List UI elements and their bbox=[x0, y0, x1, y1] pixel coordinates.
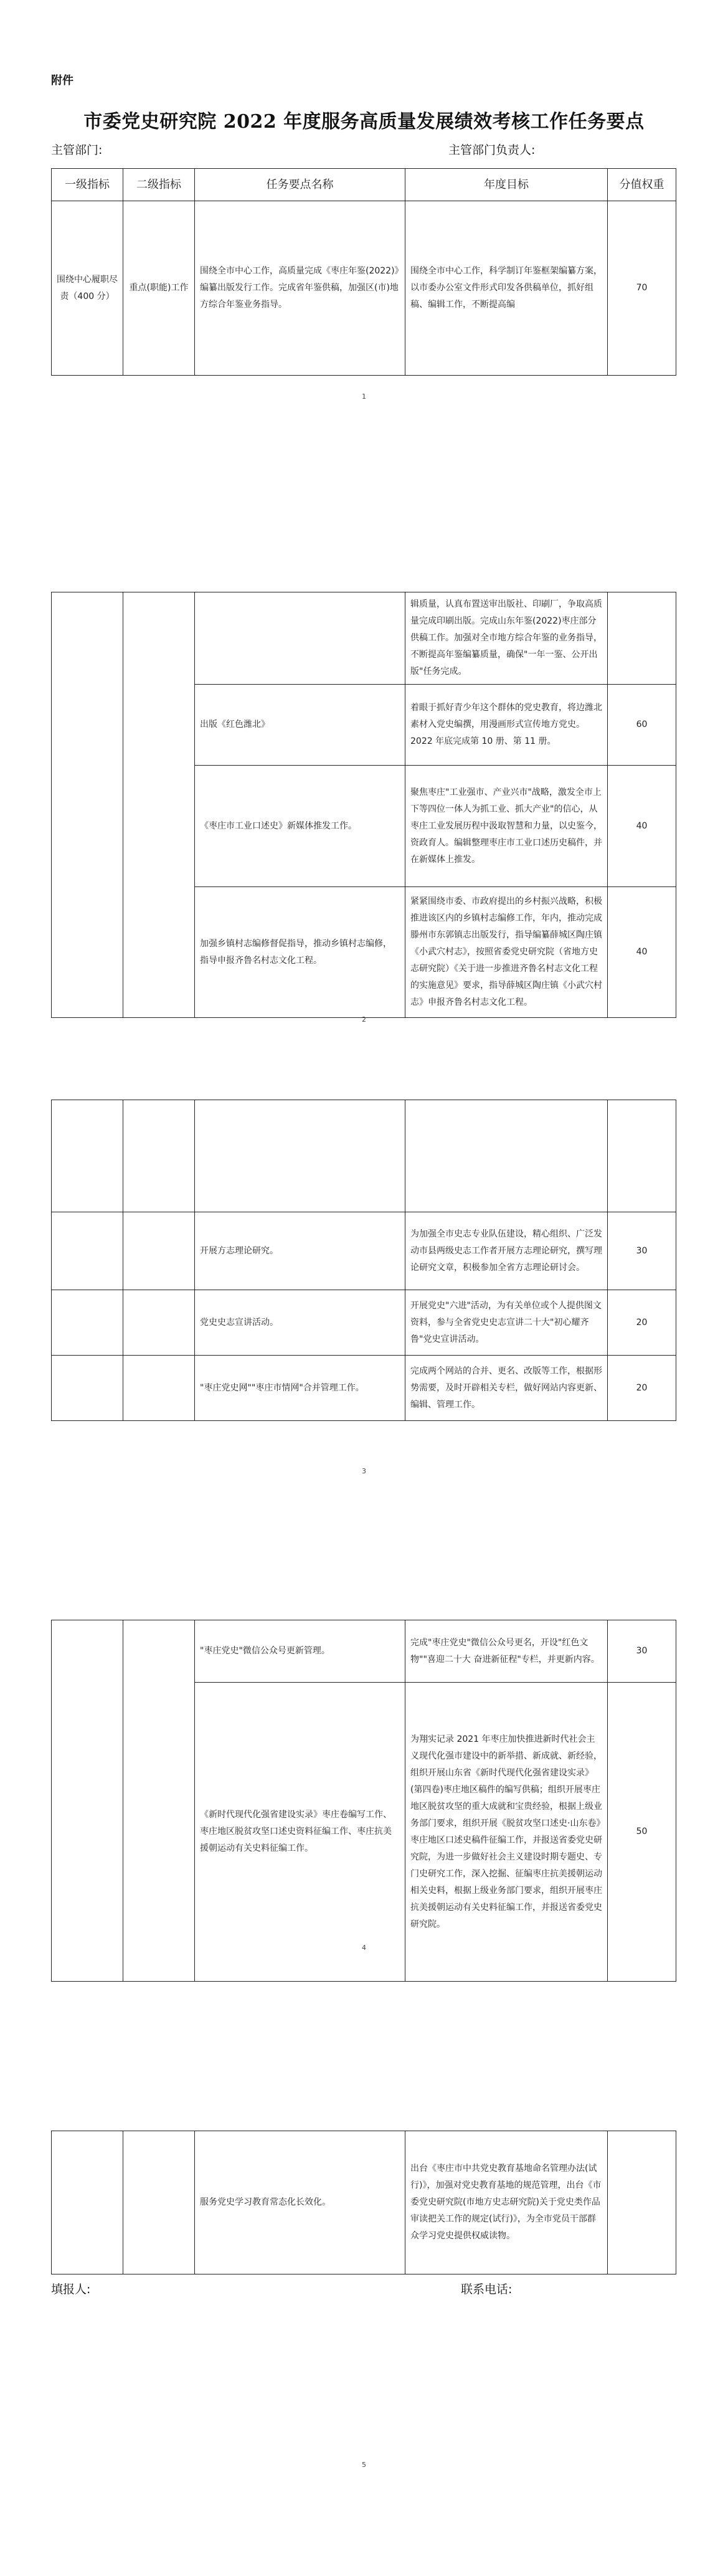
task-table-page-1 bbox=[51, 168, 676, 376]
score-cell bbox=[608, 2131, 676, 2274]
level1-cell-continued bbox=[52, 1290, 123, 1356]
table-row bbox=[52, 201, 676, 376]
filler-label: 填报人: bbox=[51, 2283, 91, 2296]
level2-cell-continued bbox=[123, 1356, 195, 1421]
score-cell: 20 bbox=[608, 1290, 676, 1356]
score-cell: 70 bbox=[608, 201, 676, 376]
score-cell: 50 bbox=[608, 1683, 676, 1982]
level1-cell-continued bbox=[52, 592, 123, 1018]
page-number: 3 bbox=[362, 1467, 366, 1475]
table-header-row bbox=[52, 169, 676, 201]
table-row bbox=[52, 592, 676, 685]
level1-cell-continued bbox=[52, 1356, 123, 1421]
score-cell: 30 bbox=[608, 1620, 676, 1683]
task-table-page-5 bbox=[51, 2131, 676, 2274]
task-cell-continued bbox=[195, 1100, 405, 1212]
col-header-score: 分值权重 bbox=[608, 169, 676, 201]
score-cell-continued bbox=[608, 1100, 676, 1212]
page-number: 1 bbox=[362, 392, 366, 401]
task-cell-continued bbox=[195, 592, 405, 685]
level2-cell: 重点(职能)工作 bbox=[123, 201, 195, 376]
page-title: 市委党史研究院 2022 年度服务高质量发展绩效考核工作任务要点 bbox=[83, 111, 645, 133]
score-cell: 40 bbox=[608, 766, 676, 887]
level1-cell-continued bbox=[52, 1620, 123, 1982]
task-table-page-2 bbox=[51, 592, 676, 1018]
goal-cell: 着眼于抓好青少年这个群体的党史教育，将边潍北素材入党史编撰，用漫画形式宣传地方党史。2022 年底完成第 10 册、第 11 册。 bbox=[405, 685, 608, 766]
table-row bbox=[52, 1212, 676, 1290]
department-label: 主管部门: bbox=[51, 143, 103, 157]
goal-cell: 出台《枣庄市中共党史教育基地命名管理办法(试行)》，加强对党史教育基地的规范管理，出台《市委党史研究院(市地方史志研究院)关于党史类作品审读把关工作的规定(试行)》，为全市党员干部群众学习党史提供权威读物。 bbox=[405, 2131, 608, 2274]
score-cell: 30 bbox=[608, 1212, 676, 1290]
page-number: 5 bbox=[362, 2461, 366, 2469]
phone-label: 联系电话: bbox=[461, 2283, 513, 2296]
goal-cell: 围绕全市中心工作，科学制订年鉴框架编纂方案，以市委办公室文件形式印发各供稿单位，抓好组稿、编辑工作，不断提高编 bbox=[405, 201, 608, 376]
task-cell: 出版《红色潍北》 bbox=[195, 685, 405, 766]
task-cell: 《新时代现代化强省建设实录》枣庄卷编写工作、枣庄地区脱贫攻坚口述史资料征编工作、枣庄抗美援朝运动有关史料征编工作。 bbox=[195, 1683, 405, 1982]
level2-cell-continued bbox=[123, 2131, 195, 2274]
level2-cell-continued bbox=[123, 1620, 195, 1982]
score-cell: 60 bbox=[608, 685, 676, 766]
table-row bbox=[52, 1290, 676, 1356]
table-row bbox=[52, 1100, 676, 1212]
goal-cell-continued bbox=[405, 1100, 608, 1212]
page-number: 2 bbox=[362, 1015, 366, 1024]
level1-cell: 围绕中心履职尽责（400 分） bbox=[52, 201, 123, 376]
col-header-task: 任务要点名称 bbox=[195, 169, 405, 201]
score-cell-continued bbox=[608, 592, 676, 685]
task-cell: 《枣庄市工业口述史》新媒体推发工作。 bbox=[195, 766, 405, 887]
col-header-level1: 一级指标 bbox=[52, 169, 123, 201]
task-table-page-4 bbox=[51, 1620, 676, 1982]
task-cell: 服务党史学习教育常态化长效化。 bbox=[195, 2131, 405, 2274]
table-row bbox=[52, 1620, 676, 1683]
task-cell: 加强乡镇村志编修督促指导，推动乡镇村志编修，指导申报齐鲁名村志文化工程。 bbox=[195, 887, 405, 1018]
level1-cell-continued bbox=[52, 1212, 123, 1290]
department-leader-label: 主管部门负责人: bbox=[448, 143, 536, 157]
goal-cell: 紧紧围绕市委、市政府提出的乡村振兴战略，积极推进该区内的乡镇村志编修工作，年内，推动完成滕州市东郭镇志出版发行，指导编纂薛城区陶庄镇《小武穴村志》，按照省委党史研究院（省地方史志研究院）《关于进一步推进齐鲁名村志文化工程的实施意见》要求，指导薛城区陶庄镇《小武穴村志》申报齐鲁名村志文化工程。 bbox=[405, 887, 608, 1018]
goal-cell: 完成两个网站的合并、更名、改版等工作，根据形势需要，及时开辟相关专栏，做好网站内容更新、编辑、管理工作。 bbox=[405, 1356, 608, 1421]
goal-cell: 聚焦枣庄"工业强市、产业兴市"战略，激发全市上下等四位一体人为抓工业、抓大产业"的信心，从枣庄工业发展历程中汲取智慧和力量，以史鉴今，资政育人。编辑整理枣庄市工业口述历史稿件，并在新媒体上推发。 bbox=[405, 766, 608, 887]
col-header-goal: 年度目标 bbox=[405, 169, 608, 201]
task-cell: "枣庄党史"微信公众号更新管理。 bbox=[195, 1620, 405, 1683]
annex-label: 附件 bbox=[51, 74, 73, 87]
level1-cell-continued bbox=[52, 1100, 123, 1212]
task-cell: "枣庄党史网""枣庄市情网"合并管理工作。 bbox=[195, 1356, 405, 1421]
goal-cell: 为翔实记录 2021 年枣庄加快推进新时代社会主义现代化强市建设中的新举措、新成就、新经验，组织开展山东省《新时代现代化强省建设实录》(第四卷)枣庄地区稿件的编写供稿；组织开展枣庄地区脱贫攻坚的重大成就和宝贵经验，根据上级业务部门要求，组织开展《脱贫攻坚口述史·山东卷》枣庄地区口述史稿件征编工作，并报送省委党史研究院，为进一步做好社会主义建设时期专题史、专门史研究工作，深入挖掘、征编枣庄抗美援朝运动相关史料，根据上级业务部门要求，组织开展枣庄抗美援朝运动有关史料征编工作，并报送省委党史研究院。 bbox=[405, 1683, 608, 1982]
level2-cell-continued bbox=[123, 1100, 195, 1212]
task-cell: 开展方志理论研究。 bbox=[195, 1212, 405, 1290]
level2-cell-continued bbox=[123, 1212, 195, 1290]
level1-cell-continued bbox=[52, 2131, 123, 2274]
page-number: 4 bbox=[362, 1944, 366, 1952]
table-row bbox=[52, 2131, 676, 2274]
level2-cell-continued bbox=[123, 592, 195, 1018]
goal-cell: 完成"枣庄党史"微信公众号更名，开设"红色文物""喜迎二十大 奋进新征程"专栏，并更新内容。 bbox=[405, 1620, 608, 1683]
task-cell: 党史史志宣讲活动。 bbox=[195, 1290, 405, 1356]
score-cell: 40 bbox=[608, 887, 676, 1018]
goal-cell: 为加强全市史志专业队伍建设，精心组织、广泛发动市县两级史志工作者开展方志理论研究，撰写理论研究文章，积极参加全省方志理论研讨会。 bbox=[405, 1212, 608, 1290]
score-cell: 20 bbox=[608, 1356, 676, 1421]
col-header-level2: 二级指标 bbox=[123, 169, 195, 201]
goal-cell: 辑质量，认真布置送审出版社、印刷厂，争取高质量完成印刷出版。完成山东年鉴(2022)枣庄部分供稿工作。加强对全市地方综合年鉴的业务指导，不断提高年鉴编纂质量，确保"一年一鉴、公开出版"任务完成。 bbox=[405, 592, 608, 685]
task-table-page-3 bbox=[51, 1100, 676, 1421]
level2-cell-continued bbox=[123, 1290, 195, 1356]
goal-cell: 开展党史"六进"活动，为有关单位或个人提供图文资料，参与全省党史史志宣讲二十大"初心耀齐鲁"党史宣讲活动。 bbox=[405, 1290, 608, 1356]
task-cell: 围绕全市中心工作，高质量完成《枣庄年鉴(2022)》编纂出版发行工作。完成省年鉴供稿，加强区(市)地方综合年鉴业务指导。 bbox=[195, 201, 405, 376]
table-row bbox=[52, 1356, 676, 1421]
